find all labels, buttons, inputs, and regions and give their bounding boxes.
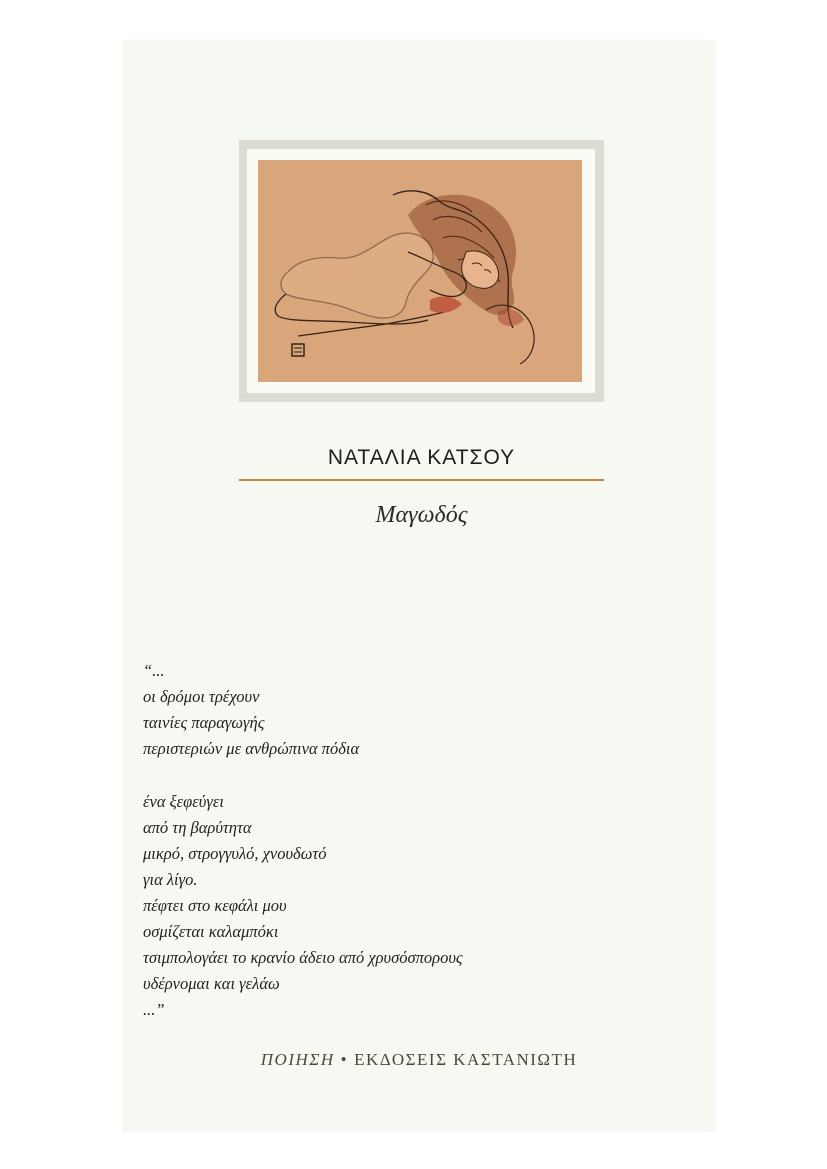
poem-line: τσιμπολογάει το κρανίο άδειο από χρυσόσπορους bbox=[143, 948, 463, 967]
poem-line: ταινίες παραγωγής bbox=[143, 713, 265, 732]
bullet-separator: • bbox=[340, 1050, 349, 1069]
poem-line: οι δρόμοι τρέχουν bbox=[143, 687, 260, 706]
poem-line: οσμίζεται καλαμπόκι bbox=[143, 922, 279, 941]
poem-line: ένα ξεφεύγει bbox=[143, 792, 224, 811]
poem-line: από τη βαρύτητα bbox=[143, 818, 252, 837]
stanza-break bbox=[143, 762, 613, 789]
poem-close-quote: ...” bbox=[143, 1000, 165, 1019]
poem-line: περιστεριών με ανθρώπινα πόδια bbox=[143, 739, 360, 758]
poem-line: μικρό, στρογγυλό, χνουδωτό bbox=[143, 844, 327, 863]
divider-rule bbox=[239, 479, 604, 481]
reclining-figure-sketch bbox=[258, 160, 582, 382]
author-name: ΝΑΤΑΛΙΑ ΚΑΤΣΟΥ bbox=[327, 446, 516, 469]
publisher-line bbox=[122, 1050, 716, 1070]
poem-excerpt bbox=[143, 658, 613, 1023]
poem-open-quote: “... bbox=[143, 661, 165, 680]
poem-line: για λίγο. bbox=[143, 870, 198, 889]
cover-artwork-drawing bbox=[258, 160, 582, 382]
series-name: ΠΟΙΗΣΗ bbox=[260, 1050, 335, 1069]
poem-line: υδέρνομαι και γελάω bbox=[143, 974, 280, 993]
poem-line: πέφτει στο κεφάλι μου bbox=[143, 896, 287, 915]
publisher-name: ΕΚΔΟΣΕΙΣ ΚΑΣΤΑΝΙΩΤΗ bbox=[354, 1050, 578, 1069]
book-title: Μαγωδός bbox=[375, 502, 468, 528]
